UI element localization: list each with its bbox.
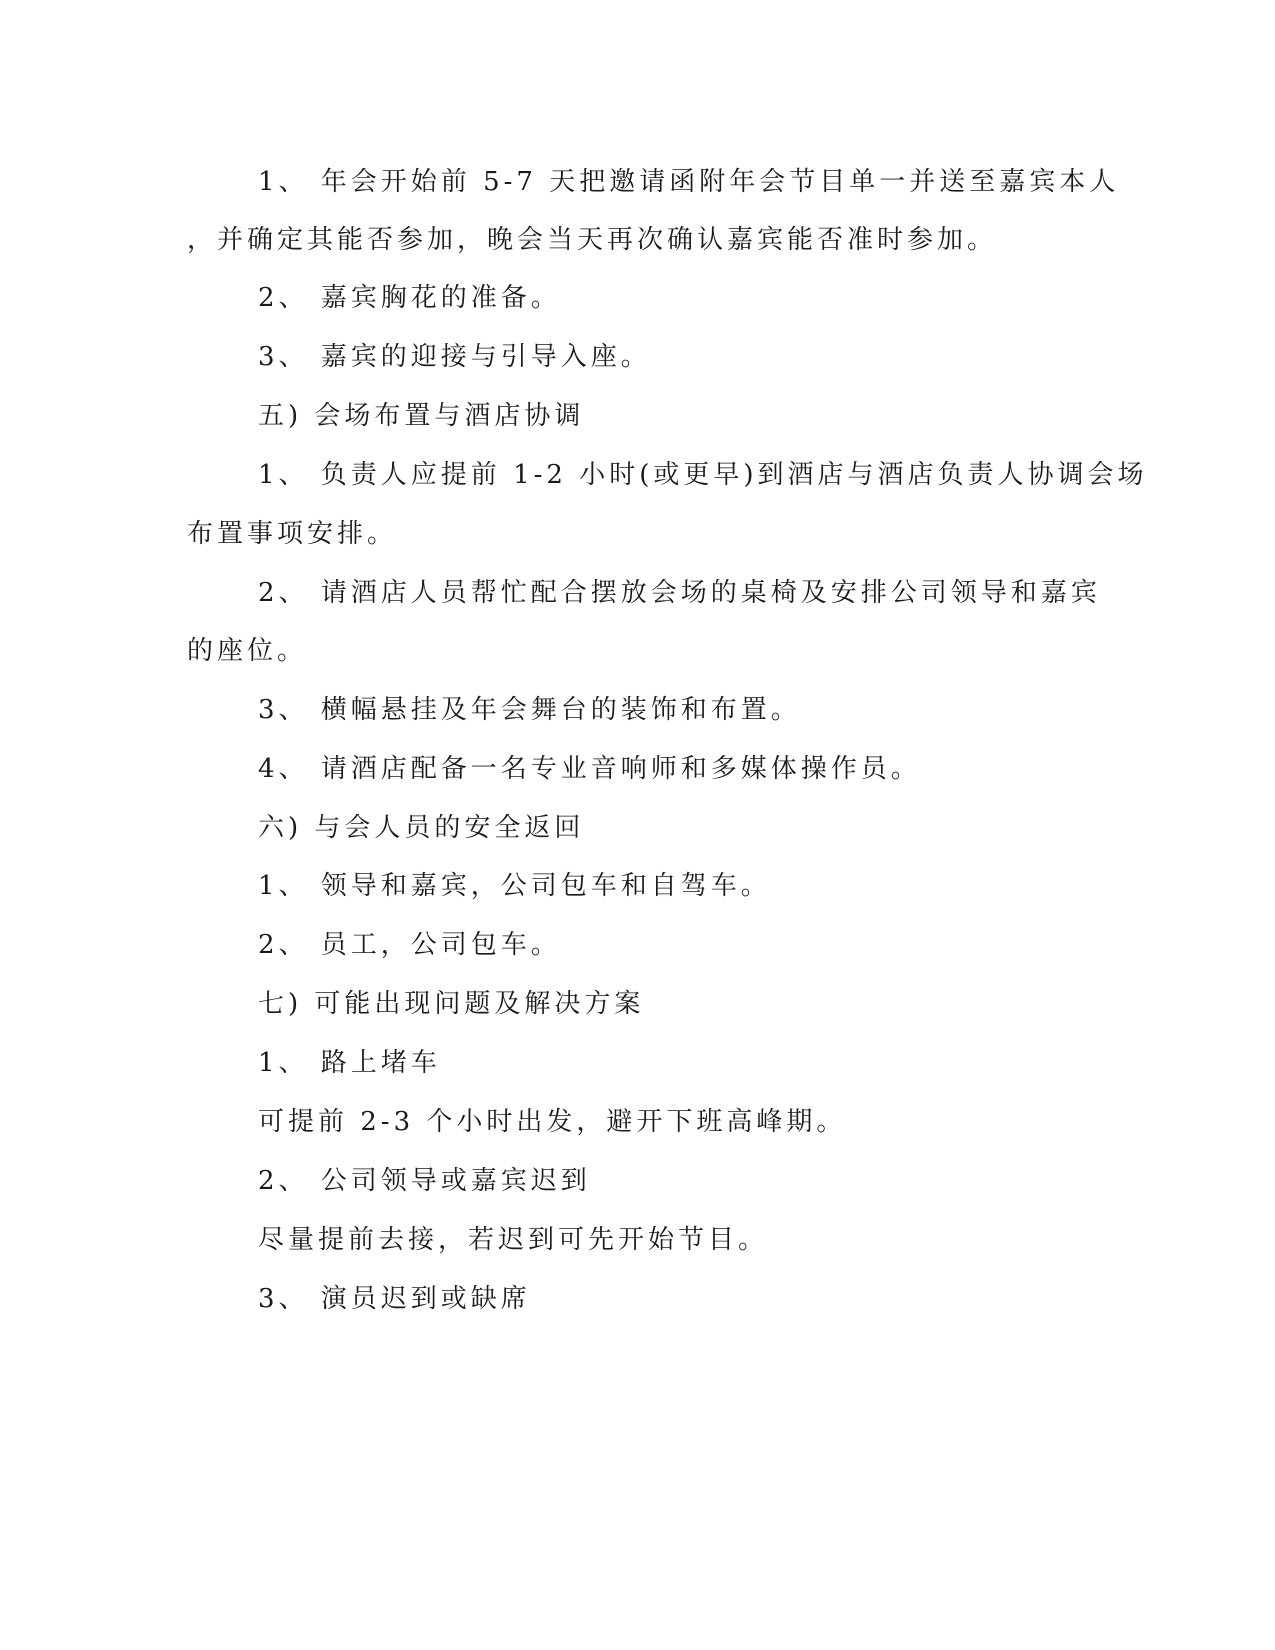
section-heading: 六) 与会人员的安全返回 [258,813,585,843]
text-line: 布置事项安排。 [187,519,398,549]
text-line: 1、 年会开始前 5-7 天把邀请函附年会节目单一并送至嘉宾本人 [258,167,1120,197]
text-line: 1、 路上堵车 [258,1048,441,1078]
text-line: 2、 公司领导或嘉宾迟到 [258,1166,591,1196]
text-line: 3、 横幅悬挂及年会舞台的装饰和布置。 [258,695,801,725]
text-line: 1、 领导和嘉宾，公司包车和自驾车。 [258,871,771,901]
section-heading: 七) 可能出现问题及解决方案 [258,989,645,1019]
text-line: 可提前 2-3 个小时出发，避开下班高峰期。 [258,1107,847,1137]
text-line: 的座位。 [187,636,308,666]
text-line: 4、 请酒店配备一名专业音响师和多媒体操作员。 [258,754,921,784]
text-line: 3、 演员迟到或缺席 [258,1284,531,1314]
section-heading: 五) 会场布置与酒店协调 [258,401,585,431]
text-line: 3、 嘉宾的迎接与引导入座。 [258,342,651,372]
text-line: 1、 负责人应提前 1-2 小时(或更早)到酒店与酒店负责人协调会场 [258,460,1148,490]
text-line: ，并确定其能否参加，晚会当天再次确认嘉宾能否准时参加。 [187,225,998,255]
text-line: 2、 请酒店人员帮忙配合摆放会场的桌椅及安排公司领导和嘉宾 [258,578,1101,608]
text-line: 尽量提前去接，若迟到可先开始节目。 [258,1225,769,1255]
text-line: 2、 嘉宾胸花的准备。 [258,283,561,313]
text-line: 2、 员工，公司包车。 [258,930,561,960]
